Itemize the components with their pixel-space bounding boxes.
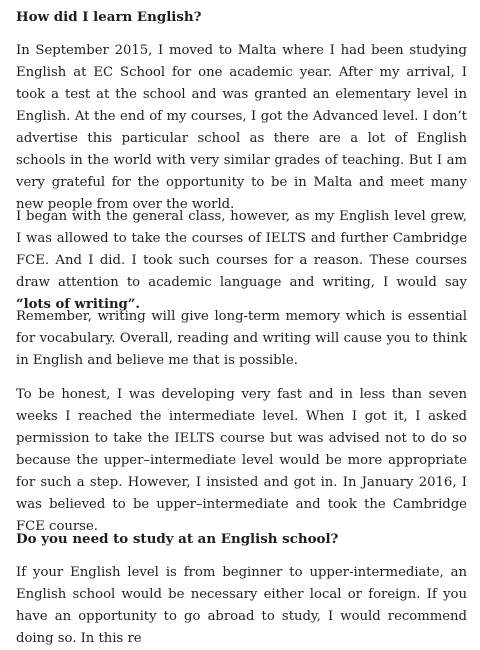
section-heading-how-did-i-learn: How did I learn English?: [16, 9, 202, 25]
section-heading-english-school: Do you need to study at an English school?: [16, 531, 339, 547]
paragraph-progress: To be honest, I was developing very fast and in less than seven weeks I reached the intermediate level. When I got it, I asked permission to take the IELTS course but was advised not to do so because the upper–intermediate level would be more appropriate for such a step. However, I insisted and got in. In January 2016, I was believed to be upper–intermediate and took the Cambridge FCE course.: [16, 387, 467, 534]
paragraph-courses: [16, 206, 467, 316]
lots-of-writing-emphasis: “lots of writing”.: [16, 297, 140, 312]
paragraph-school-advice: If your English level is from beginner to upper-intermediate, an English school would be necessary either local or foreign. If you have an opportunity to go abroad to study, I would recommend doing so. In this re: [16, 565, 467, 646]
paragraph-writing-memory: Remember, writing will give long-term memory which is essential for vocabulary. Overall, reading and writing will cause you to think in English and believe me that is possible.: [16, 309, 467, 368]
paragraph-courses-text: I began with the general class, however, as my English level grew, I was allowed to take the courses of IELTS and further Cambridge FCE. And I did. I took such courses for a reason. These courses draw attention to academic language and writing, I would say: [16, 209, 467, 290]
paragraph-malta-story: In September 2015, I moved to Malta where I had been studying English at EC School for one academic year. After my arrival, I took a test at the school and was granted an elementary level in English. At the end of my courses, I got the Advanced level. I don’t advertise this particular school as there are a lot of English schools in the world with very similar grades of teaching. But I am very grateful for the opportunity to be in Malta and meet many new people from over the world.: [16, 43, 467, 212]
